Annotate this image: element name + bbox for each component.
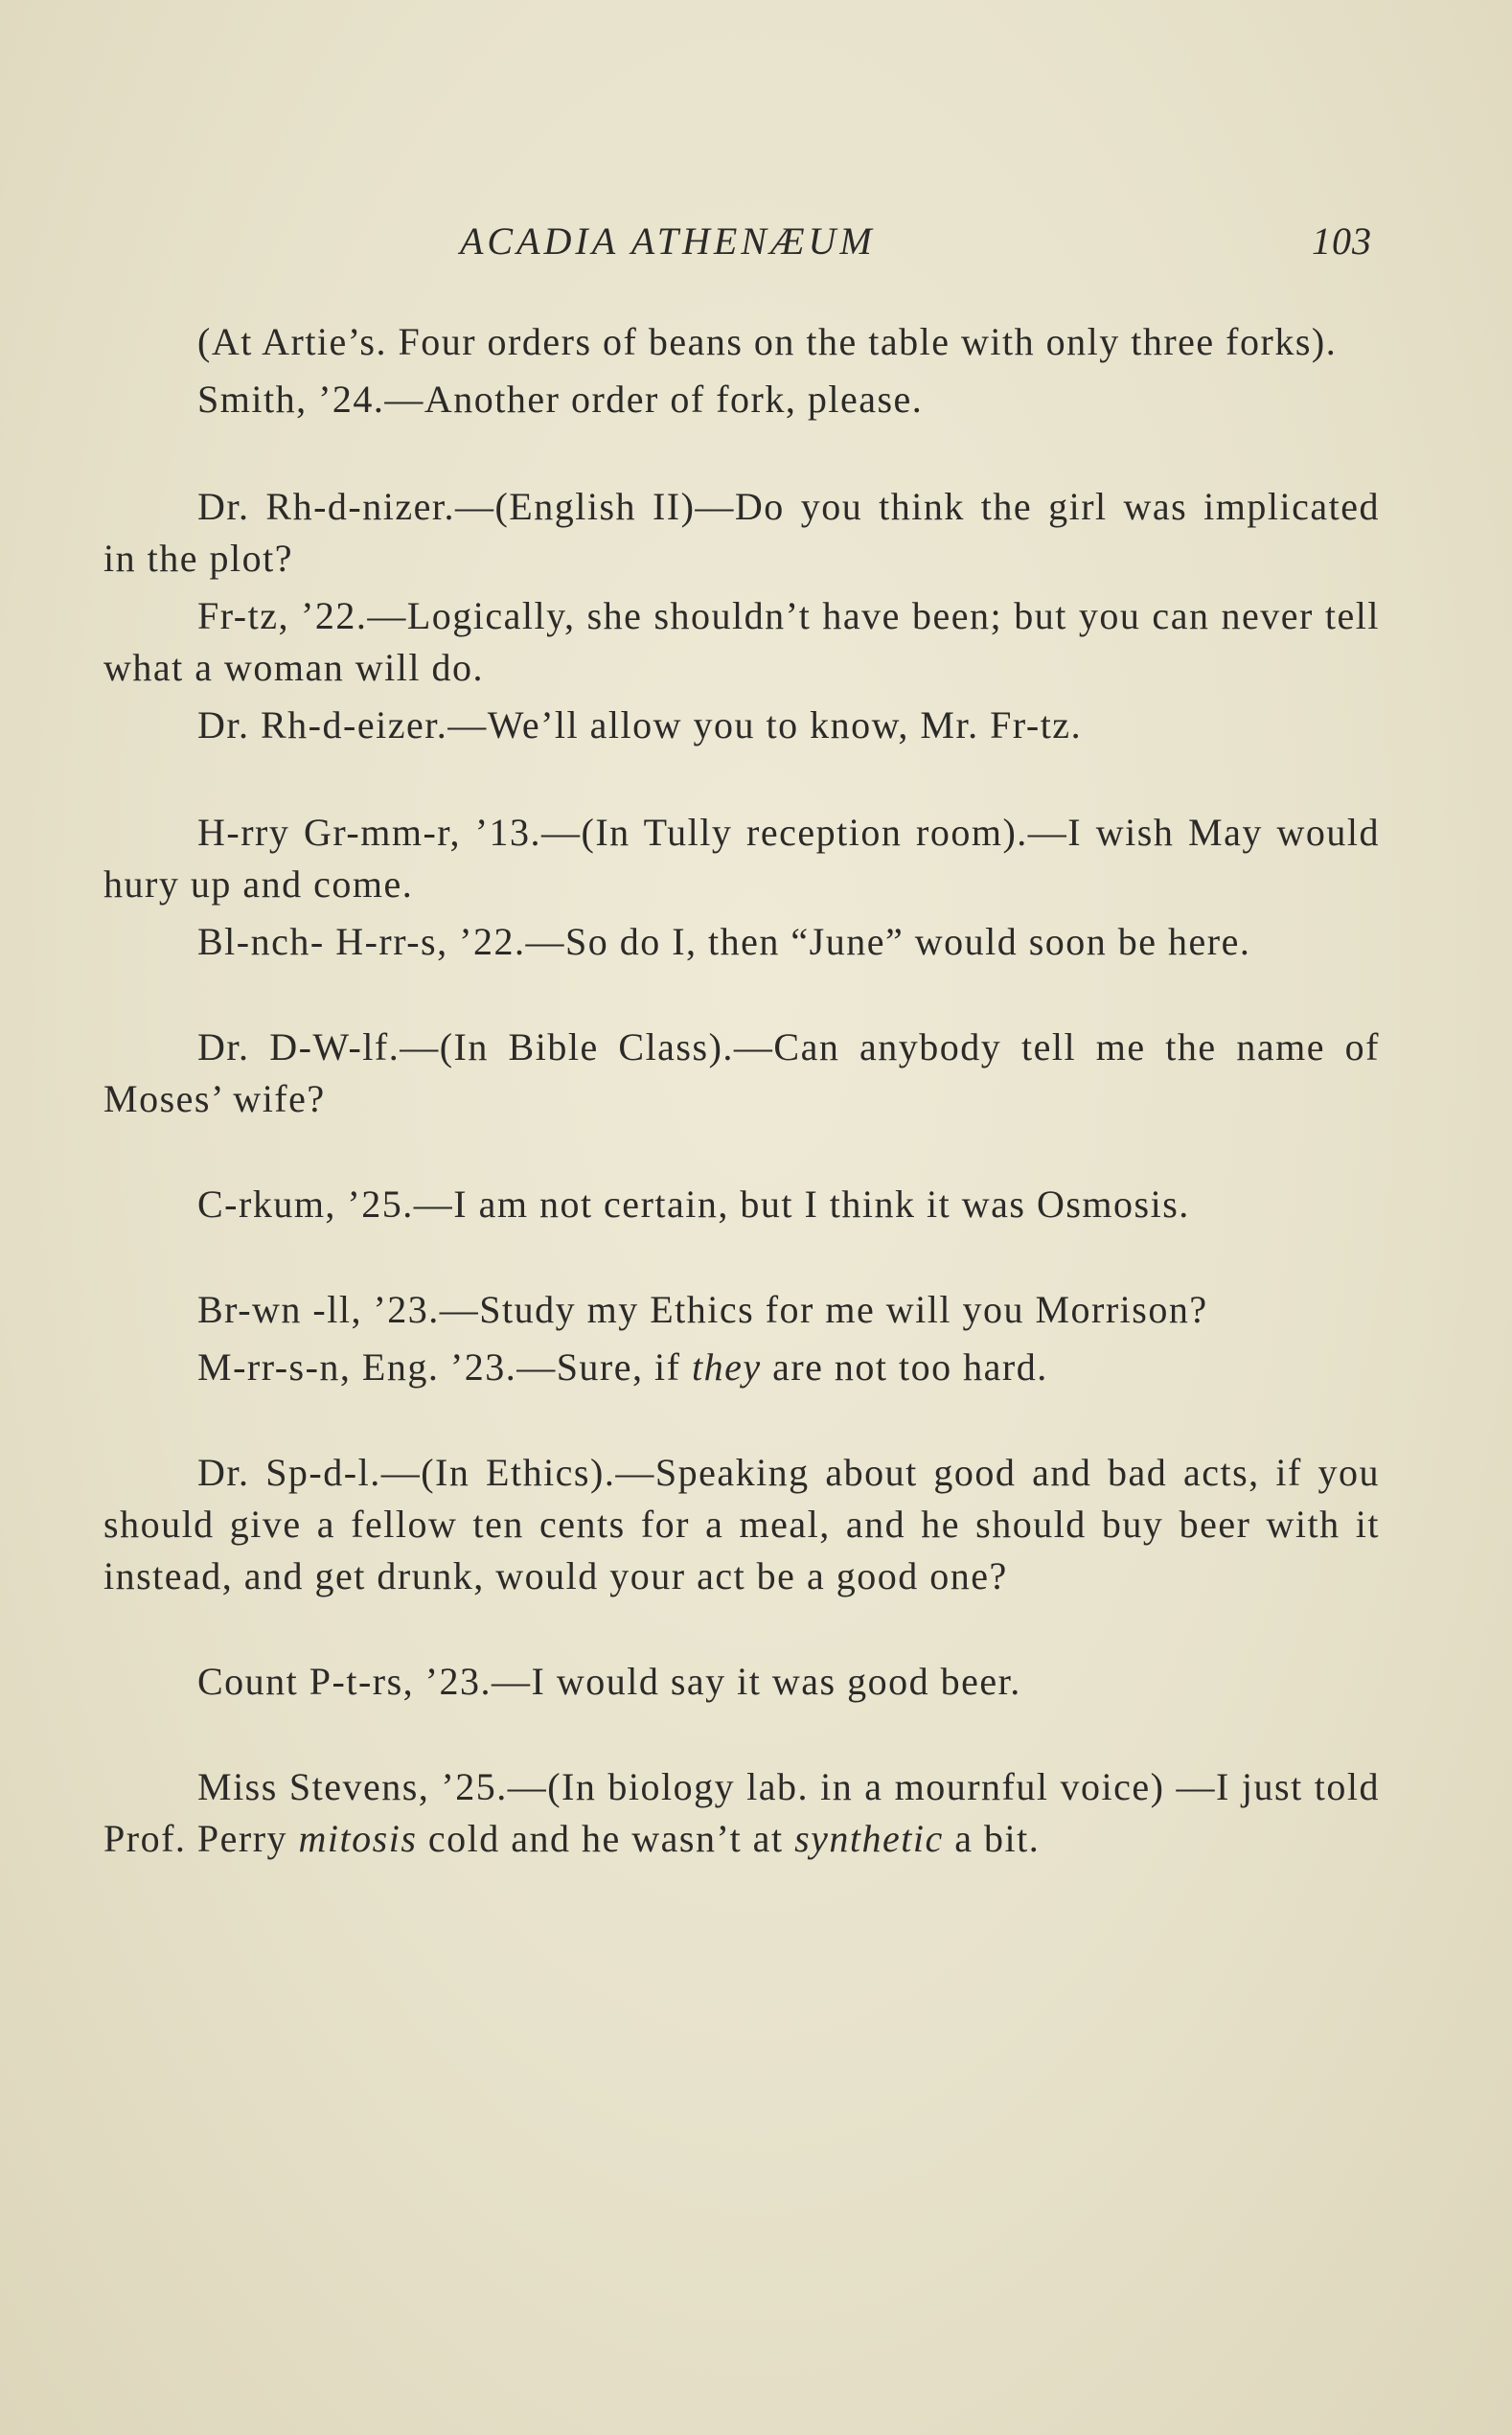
paragraph-grimmer: H-rry Gr-mm-r, ’13.—(In Tully reception room).—I wish May would hury up and come.: [103, 811, 1380, 906]
page-number: 103: [1312, 219, 1372, 263]
paragraph-smith: Smith, ’24.—Another order of fork, please.: [197, 378, 924, 421]
morrison-text-after: are not too hard.: [761, 1345, 1048, 1389]
paragraph-rhodenizer-question: Dr. Rh-d-nizer.—(English II)—Do you think the girl was implicated in the plot?: [103, 485, 1380, 580]
paragraph-dewolf: Dr. D-W-lf.—(In Bible Class).—Can anybody tell me the name of Moses’ wife?: [103, 1025, 1380, 1120]
paragraph-stevens: [103, 1761, 1380, 1865]
stevens-text-after: a bit.: [943, 1817, 1041, 1860]
running-head: [460, 218, 1380, 276]
paragraph-corkum: C-rkum, ’25.—I am not certain, but I think it was Osmosis.: [197, 1183, 1190, 1226]
body-text: [103, 316, 1380, 1865]
morrison-text-before: M-rr-s-n, Eng. ’23.—Sure, if: [197, 1345, 692, 1389]
paragraph-arties: (At Artie’s. Four orders of beans on the table with only three forks).: [197, 320, 1338, 363]
paragraph-spidle: Dr. Sp-d-l.—(In Ethics).—Speaking about good and bad acts, if you should give a fellow ten cents for a meal, and he should buy beer with it instead, and get drunk, would your act be a good one?: [103, 1451, 1380, 1597]
paragraph-rhodenizer-reply: Dr. Rh-d-eizer.—We’ll allow you to know, Mr. Fr-tz.: [197, 703, 1083, 747]
stevens-text-middle: cold and he wasn’t at: [417, 1817, 795, 1860]
paragraph-brownell: Br-wn -ll, ’23.—Study my Ethics for me will you Morrison?: [197, 1288, 1208, 1331]
morrison-italic-they: they: [691, 1345, 762, 1389]
paragraph-fritz-answer: Fr-tz, ’22.—Logically, she shouldn’t have been; but you can never tell what a woman will do.: [103, 594, 1380, 689]
paragraph-peters: Count P-t-rs, ’23.—I would say it was good beer.: [197, 1660, 1021, 1703]
stevens-text-before: Miss Stevens, ’25.—(In biology lab. in a mournful voice) —I just told Prof. Perry: [103, 1765, 1380, 1860]
paragraph-morrison: [103, 1342, 1380, 1393]
running-title: ACADIA ATHENÆUM: [460, 219, 876, 263]
stevens-italic-mitosis: mitosis: [298, 1817, 418, 1860]
stevens-italic-synthetic: synthetic: [794, 1817, 944, 1860]
paragraph-harris: Bl-nch- H-rr-s, ’22.—So do I, then “June” would soon be here.: [197, 920, 1251, 963]
